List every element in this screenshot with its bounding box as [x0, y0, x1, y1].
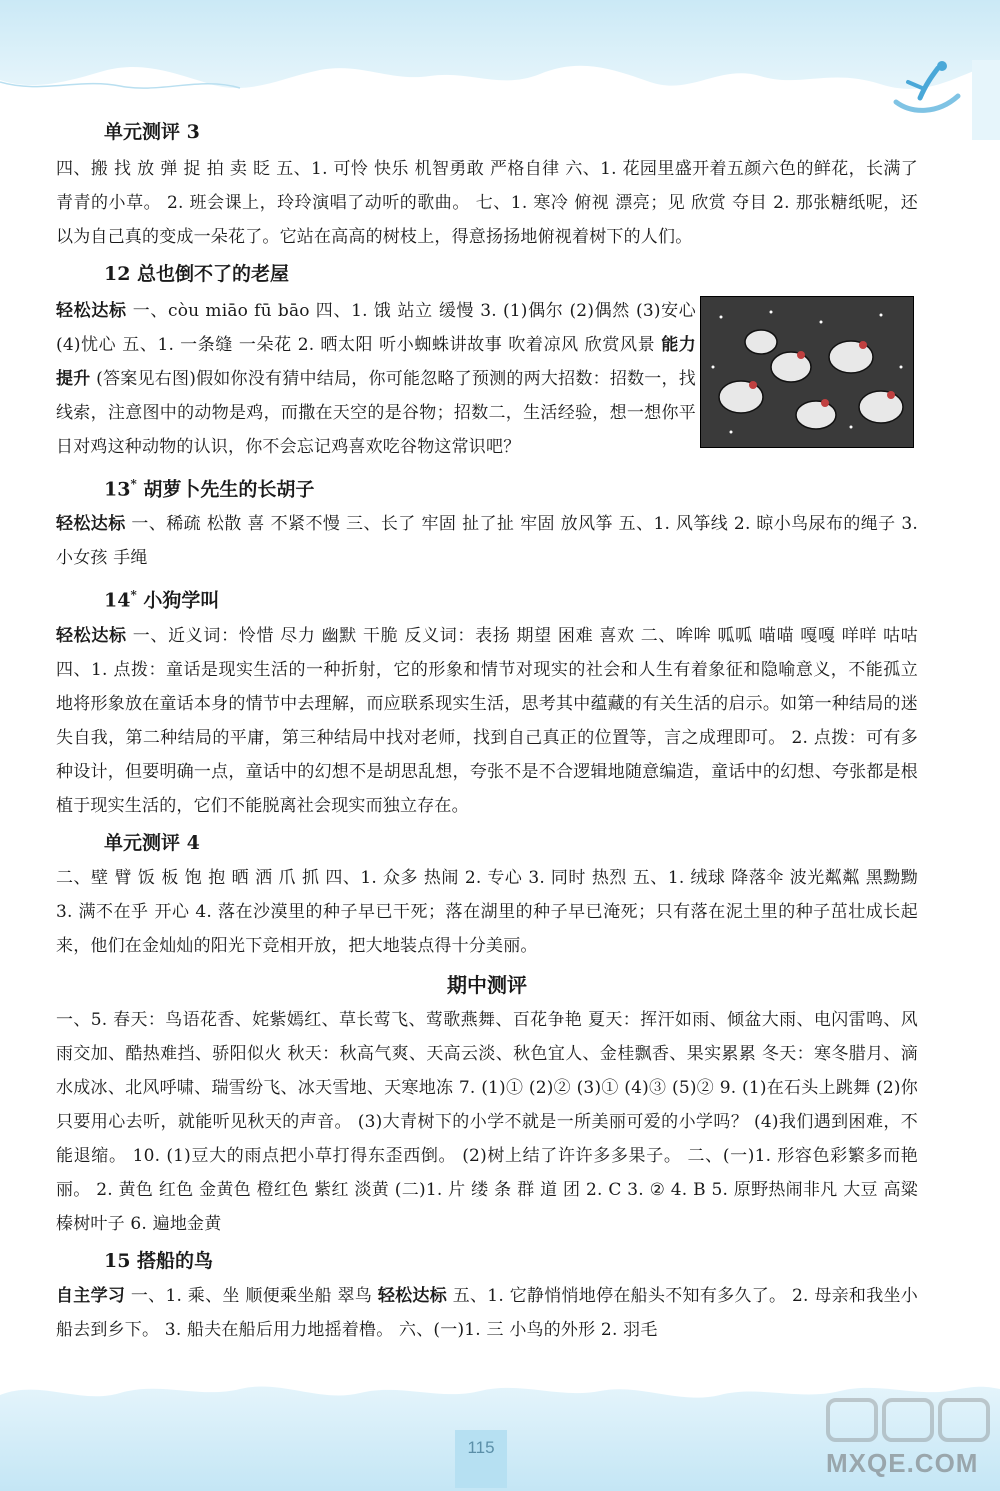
watermark-text: MXQE.COM: [826, 1448, 979, 1478]
section-title: 15 搭船的鸟: [104, 1249, 214, 1272]
label-easy-standard: 轻松达标: [56, 301, 127, 321]
label-easy-standard: 轻松达标: [56, 514, 126, 535]
section-lesson-12: [56, 262, 918, 464]
section-unit-test-3: [56, 120, 918, 254]
answer-text: 一、còu miāo fū bāo 四、1. 饿 站立 缓慢 3. (1)偶尔 (2)偶然 (3)安心 (4)忧心 五、1. 一条缝 一朵花 2. 晒太阳 听小蜘蛛讲故事 吹着凉风 欣赏风景: [56, 301, 696, 355]
section-text: [56, 507, 918, 575]
section-title: 14* 小狗学叫: [104, 588, 220, 612]
section-title: 13* 胡萝卜先生的长胡子: [104, 477, 315, 501]
ski-figure-icon: [892, 58, 964, 116]
section-title: 单元测评 3: [104, 121, 200, 143]
chickens-illustration-icon: [701, 297, 913, 447]
section-lesson-15: [56, 1249, 918, 1347]
label-self-study: 自主学习: [56, 1285, 126, 1306]
answer-text: 一、1. 乘、坐 顺便乘坐船 翠鸟: [125, 1285, 378, 1306]
section-unit-test-4: [56, 831, 918, 963]
section-title: 期中测评: [447, 972, 527, 997]
section-text: [56, 619, 918, 823]
section-lesson-14: [56, 583, 918, 822]
section-text: 二、壁 臂 饭 板 饱 抱 晒 洒 爪 抓 四、1. 众多 热闹 2. 专心 3. 同时 热烈 五、1. 绒球 降落伞 波光粼粼 黑黝黝 3. 满不在乎 开心 4. 落在沙漠里的种子早已干死；落在湖里的种子早已淹死；只有落在泥土里的种子茁壮成长起来，他们在金灿灿的阳光下竞相开放，把大地装点得十分美丽。: [56, 867, 918, 956]
page-number: 115: [467, 1438, 495, 1457]
section-title: 单元测评 4: [104, 831, 200, 854]
answer-text: (答案见右图)假如你没有猜中结局，你可能忽略了预测的两大招数：招数一，找线索，注意图中的动物是鸡，而撒在天空的是谷物；招数二，生活经验，想一想你平日对鸡这种动物的认识，你不会忘记鸡喜欢吃谷物这常识吧？: [56, 369, 696, 457]
section-lesson-13: [56, 472, 918, 575]
section-text: [56, 1279, 918, 1347]
label-ability-boost: 能力提升: [56, 335, 697, 389]
answer-text: 五、1. 它静悄悄地停在船头不知有多久了。 2. 母亲和我坐小船去到乡下。 3. 船夫在船后用力地摇着橹。 六、(一)1. 三 小鸟的外形 2. 羽毛: [56, 1285, 918, 1340]
answer-text: 一、近义词：怜惜 尽力 幽默 干脆 反义词：表扬 期望 困难 喜欢 二、哞哞 呱呱 喵喵 嘎嘎 咩咩 咕咕 四、1. 点拨：童话是现实生活的一种折射，它的形象和情节对现实的社会和人生有着象征和隐喻意义，不能孤立地将形象放在童话本身的情节中去理解，而应联系现实生活，思考其中蕴藏的有关生活的启示。如第一种结局的迷失自我，第二种结局的平庸，第三种结局中找对老师，找到自己真正的位置等，言之成理即可。 2. 点拨：可有多种设计，但要明确一点，童话中的幻想不是胡思乱想，夸张不是不合逻辑地随意编造，童话中的幻想、夸张都是根植于现实生活的，它们不能脱离社会现实而独立存在。: [56, 625, 918, 816]
section-text: 四、搬 找 放 弹 捉 拍 卖 眨 五、1. 可怜 快乐 机智勇敢 严格自律 六、1. 花园里盛开着五颜六色的鲜花，长满了青青的小草。 2. 班会课上，玲玲演唱了动听的歌曲。 七、1. 寒冷 俯视 漂亮；见 欣赏 夺目 2. 那张糖纸呢，还以为自己真的变成一朵花了。它站在高高的树枝上，得意扬扬地俯视着树下的人们。: [56, 159, 918, 247]
label-easy-standard: 轻松达标: [56, 625, 127, 646]
section-title: 12 总也倒不了的老屋: [104, 263, 290, 285]
label-easy-standard: 轻松达标: [377, 1285, 448, 1306]
answer-content: [56, 112, 918, 1347]
section-midterm-test: [56, 973, 918, 1241]
answer-illustration: [700, 296, 914, 448]
section-text: 一、5. 春天：鸟语花香、姹紫嫣红、草长莺飞、莺歌燕舞、百花争艳 夏天：挥汗如雨、倾盆大雨、电闪雷鸣、风雨交加、酷热难挡、骄阳似火 秋天：秋高气爽、天高云淡、秋色宜人、金桂飘香、果实累累 冬天：寒冬腊月、滴水成冰、北风呼啸、瑞雪纷飞、冰天雪地、天寒地冻 7. (1)① (2)② (3)① (4)③ (5)② 9. (1)在石头上跳舞 (2)你只要用心去听，就能听见秋天的声音。 (3)大青树下的小学不就是一所美丽可爱的小学吗？ (4)我们遇到困难，不能退缩。 10. (1)豆大的雨点把小草打得东歪西倒。 (2)树上结了许许多多果子。 二、(一)1. 形容色彩繁多而艳丽。 2. 黄色 红色 金黄色 橙红色 紫红 淡黄 (二)1. 片 缕 条 群 道 团 2. C 3. ② 4. B 5. 原野热闹非凡 大豆 高粱 榛树叶子 6. 遍地金黄: [56, 1009, 918, 1234]
answer-text: 一、稀疏 松散 喜 不紧不慢 三、长了 牢固 扯了扯 牢固 放风筝 五、1. 风筝线 2. 晾小鸟尿布的绳子 3. 小女孩 手绳: [56, 514, 918, 569]
